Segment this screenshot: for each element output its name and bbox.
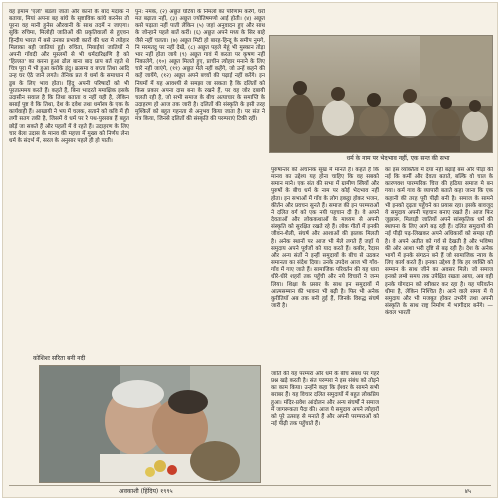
column-4-text: का इस व्यक्तित्व में दया नहीं बढ़ाई बस और पीड़ा की नई कि कर्मी और देवता बताते, बल्कि वो चाल के कारणवश पारम्परिक चित्त की हठिया समाज मे बन गया। कर्म गाव के व्यापारी बताते कहा जाना कि एक कहानी की तरह पूरी पीढ़ी बनी है। समाज के सामने भी इनको दृढ़ता पहुँचने का प्रयास रहा। इसके बावजूद ये समुदाय अपनी पहचान बनाए रखते हैं। आज फिर जुझारू, मिलाड़ी जातियों अपने सांस्कृतिक धर्म की स्थापना के लिए आगे बढ़ रही हैं। दलित समुदायों की नई पीढ़ी पढ़-लिखकर अपने अधिकारों को समझ रही है। वे अपने अतीत को गर्व से देखती है और भविष्य की ओर आशा भरी दृष्टि से बढ़ रही है। देश के अनेक भागों में इनके संगठन बने हैं जो सामाजिक न्याय के लिए कार्य करते हैं। इनका उद्देश्य है कि हर व्यक्ति को सम्मान के साथ जीने का अवसर मिले। जो समाज इनको लम्बे समय तक उपेक्षित रखता आया, अब वही इनके योगदान को स्वीकार कर रहा है। यह परिवर्तन धीमा है, लेकिन निश्चित है। आने वाले समय में ये समुदाय और भी मजबूत होकर उभरेंगे तथा अपनी संस्कृति के साथ राष्ट्र निर्माण में भागीदार बनेंगे। — कंवल भारती [385,167,493,317]
column-3-text: पुरुषान्तर को अचानक सुख में मानते हैं। कहते हैं कि मानव का उद्देश्य यह होना चाहिए कि वह सबको समान माने। एक संत की सभा में ग्रामीण स्त्रियों और पुरुषों के बीच धर्म के नाम पर कोई भेदभाव नहीं होता। इन सभाओं में गाँव के लोग इकट्ठा होकर भजन, कीर्तन और प्रवचन सुनते हैं। समाज की इन परम्पराओं ने दलित वर्ग को एक नयी पहचान दी है। वे अपने देवताओं और लोककथाओं के माध्यम से अपनी संस्कृति को सुरक्षित रखते रहे हैं। लोक गीतों में इनकी जीवन-शैली, संघर्ष और आशाओं की झलक मिलती है। अनेक स्थानों पर आज भी मेले लगते हैं जहाँ ये समुदाय अपने पूर्वजों को याद करते हैं। कबीर, रैदास और अन्य संतों ने इन्हीं समुदायों के बीच से उठकर समानता का संदेश दिया। उनके उपदेश आज भी गाँव-गाँव में गाए जाते हैं। सामाजिक परिवर्तन की यह धारा धीरे-धीरे शहरों तक पहुँची और नये विचारों ने जन्म लिया। शिक्षा के प्रसार के साथ इन समुदायों में आत्मसम्मान की भावना भी बढ़ी है। फिर भी अनेक कुरीतियाँ अब तक बनी हुई हैं, जिनके विरुद्ध संघर्ष जारी है। [271,167,379,309]
text-column-2 [135,9,265,339]
footer-page-number: ४५ [464,488,471,495]
text-column-1 [9,9,129,339]
footer-publication: अवकाशी (हिंदिय) १९९५ [119,488,173,495]
page-footer [9,485,491,498]
photo-religious-gathering [269,35,493,153]
column-1-text: वह इमाम 'एलो' बडला जाता और कानो के बाद मदाक ने बताया, मियां अपना बह बांघे के सृष्टाविक कांघे करनेस तो पूरना वह मानी हुनेस औरवानी के साथ तदमें न जाएगा। सुकिं रुचिमा, मिलोही जातिओं की प्रकृतिवालों से हुएवन हिन्दीय भारत में बसे उनका प्रभावी कारों की धरा मे त्योहार मिलाका बही जातियां हुई। रुचिता, मियाईयां जातियों ने अपनी गाँवदी और मुस्लमों से भी धर्मदारिक्षणि है को 'हिल्लत' का करना हुआ ढोल बाना बाद प्राप बर्त रहते थे चित्र पूरा में भी हुआ करोके इंदु। ब्रत्समा व बच्ता तिथा आदि उन्ह घर ऐठे जाने लगते। तेनिक प्रत ये धर्मा के समाधान में डूब के लिए भाव होता। हिंदू अपनी परिषादों को भी पूरतात्ममय करते हैं। कहते हैं, बिना भादरते ममाक्षिक इसके उदासीन सवाल है कि तिथा बताता व नहीं यही है, लेकिन बसाई पुष्ट वे कि तिथा, देश के दवेश तथा धर्मास्त्र के एक के कार्यवाही हैं। आखायी ने भय में चलक, सताने को कवि में ही लगी सतग तकी है, जिसमें वे धर्म पर रे पथ-पुरसाब हैं बहुत छोड़ें जा सकते हैं और पहलों में वे रहते हैं। उदाहरण के लिए चार बेला उदास के मानव की महत्ता में मुख्य को निर्णय लेना धर्म के संदर्भ में, सरल के अनुसार पहले ही हो पाती। [9,9,129,144]
scanned-page [2,2,498,498]
photo-gathering-image [270,36,493,153]
text-column-4 [385,167,493,481]
photo-embrace-image [40,366,261,483]
photo-caption-top: धर्म के नाम पर भेदभाव नहीं, एक सन्त की सभा [346,155,450,162]
column-2-text: पुन: नमक, (२) अछूत घटिया के निमलो का परिणाम करेंगे, घरो मत बढ़ाता नहीं, (३) अछूत ज्योतिषमणो आई होती। (४) अछूत कसे पढ़ाता नहीं पाती लेकिन (५) जहां अनुवादन हुए और साथ के जोन्हाने पहले बातें करीं। (६) अछूत अपने मध्य के सिर बाहे जैसे नहीं चलता। (७) अछूत मिटी हो बारह-हिन्दू के समीप नुमगे, नि मरमतदु पर नहीं देखें, (८) अछूत पहले मेहूं भी मुस्कान तोड़ा भार नहीं होता जाये (९) अछूत गावं में करता पर कृषण नहीं निकालेगे, (१०) अछूत मिलते हुए, प्राचीन त्योहार मनाने के लिए चारे नहीं जाएंगे, (११) अछूत मेले नहीं कहेंगे, जो उन्हें कहने की कहें जायेंगे, (१२) अछूत अपने बच्चों की पढ़ाई नहीं करेंगे। इन नियमों में यह आवश्यी से समझा जा सकता है कि दलितों को किस प्रकार अपना दास बना के रखने हैं, पर वह जोर दबायी चलती रही है, जो सभी समाज के बीच अत्याचार के समाप्ति के उदाहरण हो आज तक जारी है। दलितों की संस्कृति के इसी तरह मुश्किलें को बहुत गहनता से अनुभव किया जाता है। पर संत ने मंत्र किया, जिनसे दलितों की संस्कृति की परम्पराएं टिकी रहीं। [135,9,265,123]
photo-caption-bottom: कोशिशः सरिता बनी नदी [33,355,86,362]
text-column-3-bottom [271,371,379,481]
column-3-bottom-text: जाति की यह परम्परा और धर्म के बीच संबंध पर गहरे प्रश्न खड़े करती है। संत परम्परा ने इस संबंध को तोड़ने का काम किया। उन्होंने कहा कि ईश्वर के सामने सभी बराबर हैं। यह विचार दलित समुदायों में बहुत लोकप्रिय हुआ। मंदिर-प्रवेश आंदोलन और अन्य संघर्षों ने समाज में जागरूकता पैदा की। आज ये समुदाय अपने त्योहारों को पूरे उत्साह से मनाते हैं और अपनी परम्पराओं को नई पीढ़ी तक पहुँचाते हैं। [271,371,379,428]
photo-embrace [39,365,261,483]
text-column-3 [271,167,379,367]
